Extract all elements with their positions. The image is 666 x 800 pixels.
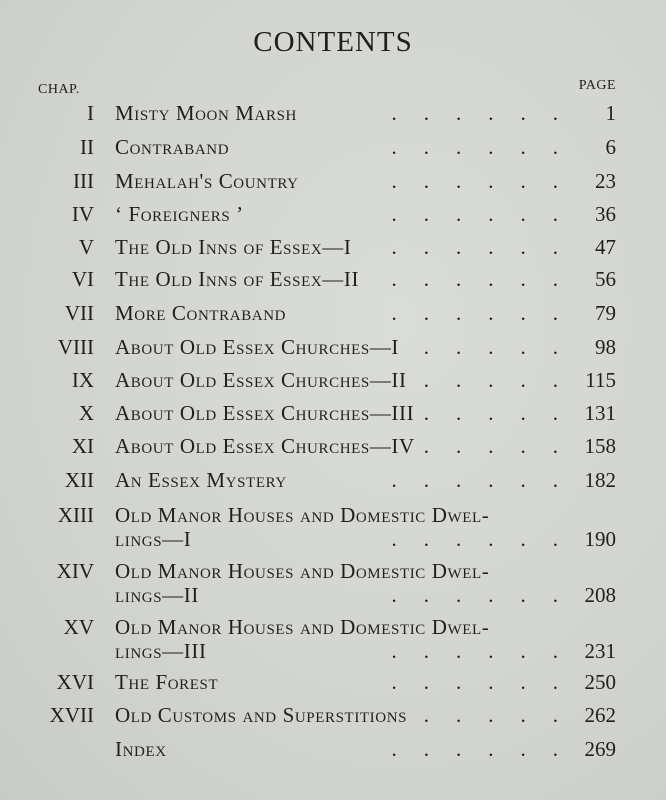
leader-dots: . . . . . — [423, 335, 558, 359]
page-number: 79 — [595, 301, 616, 325]
leader-dots: . . . . . — [423, 434, 558, 458]
chapter-title: The Old Inns of Essex—I — [115, 235, 352, 259]
chapter-title: Old Manor Houses and Domestic Dwel- — [115, 559, 490, 583]
chapter-title-continued: lings—III — [115, 639, 207, 663]
toc-entry — [0, 734, 666, 764]
toc-entry — [0, 667, 666, 697]
page-number: 47 — [595, 235, 616, 259]
toc-entry — [0, 298, 666, 328]
page-title: CONTENTS — [253, 26, 413, 58]
toc-entry — [0, 700, 666, 730]
chapter-number: V — [78, 235, 94, 259]
page-number: 115 — [585, 368, 616, 392]
chapter-number: XVII — [49, 703, 94, 727]
toc-entry — [0, 98, 666, 128]
chapter-title: Contraband — [115, 135, 230, 159]
page-number: 36 — [595, 202, 616, 226]
leader-dots: . . . . . — [423, 401, 558, 425]
page-number: 262 — [584, 703, 616, 727]
page-number: 131 — [584, 401, 616, 425]
page-number: 190 — [584, 527, 616, 551]
chapter-title: About Old Essex Churches—III — [115, 401, 415, 425]
toc-entry — [0, 132, 666, 162]
leader-dots: . . . . . . — [391, 101, 558, 125]
page-number: 269 — [584, 737, 616, 761]
page-number: 1 — [605, 101, 616, 125]
chapter-title: Old Manor Houses and Domestic Dwel- — [115, 615, 490, 639]
chapter-title-continued: lings—I — [115, 527, 192, 551]
chapter-title: The Forest — [115, 670, 219, 694]
leader-dots: . . . . . — [423, 703, 558, 727]
chapter-title: More Contraband — [115, 301, 287, 325]
chapter-title: An Essex Mystery — [115, 468, 287, 492]
leader-dots: . . . . . . — [391, 670, 558, 694]
toc-entry — [0, 166, 666, 196]
chapter-title-continued: lings—II — [115, 583, 199, 607]
leader-dots: . . . . . . — [391, 235, 558, 259]
chapter-number: VII — [64, 301, 94, 325]
page-column-label: PAGE — [578, 78, 616, 93]
page-number: 231 — [584, 639, 616, 663]
leader-dots: . . . . . . — [391, 169, 558, 193]
toc-entry — [0, 398, 666, 428]
chapter-number: III — [73, 169, 94, 193]
toc-entry — [0, 199, 666, 229]
chapter-number: I — [87, 101, 94, 125]
chapter-title: Misty Moon Marsh — [115, 101, 297, 125]
chapter-number: VIII — [57, 335, 94, 359]
chapter-title: Mehalah's Country — [115, 169, 299, 193]
page-number: 98 — [595, 335, 616, 359]
chapter-title: Old Customs and Superstitions — [115, 703, 408, 727]
leader-dots: . . . . . . — [391, 301, 558, 325]
leader-dots: . . . . . . — [391, 527, 558, 551]
chapter-number: XIII — [57, 503, 94, 527]
leader-dots: . . . . . . — [391, 468, 558, 492]
toc-entry — [0, 500, 666, 556]
leader-dots: . . . . . . — [391, 135, 558, 159]
chapter-number: VI — [71, 267, 94, 291]
chapter-title: The Old Inns of Essex—II — [115, 267, 360, 291]
toc-entry — [0, 556, 666, 612]
chapter-number: XII — [64, 468, 94, 492]
chapter-number: IX — [71, 368, 94, 392]
chapter-number: II — [80, 135, 94, 159]
chapter-number: X — [78, 401, 94, 425]
chapter-title: Index — [115, 737, 167, 761]
toc-entry — [0, 465, 666, 495]
chapter-column-label: CHAP. — [38, 82, 80, 97]
chapter-title: About Old Essex Churches—IV — [115, 434, 415, 458]
leader-dots: . . . . . — [423, 368, 558, 392]
toc-entry — [0, 264, 666, 294]
chapter-number: XVI — [56, 670, 94, 694]
chapter-title: About Old Essex Churches—I — [115, 335, 400, 359]
page-number: 208 — [584, 583, 616, 607]
page-number: 56 — [595, 267, 616, 291]
toc-entry — [0, 332, 666, 362]
toc-entry — [0, 232, 666, 262]
page-number: 250 — [584, 670, 616, 694]
leader-dots: . . . . . . — [391, 737, 558, 761]
leader-dots: . . . . . . — [391, 267, 558, 291]
page-number: 158 — [584, 434, 616, 458]
leader-dots: . . . . . . — [391, 583, 558, 607]
leader-dots: . . . . . . — [391, 202, 558, 226]
chapter-number: XV — [63, 615, 94, 639]
chapter-number: XIV — [56, 559, 94, 583]
page-number: 182 — [584, 468, 616, 492]
toc-entry — [0, 365, 666, 395]
chapter-title: ‘ Foreigners ’ — [115, 202, 244, 226]
leader-dots: . . . . . . — [391, 639, 558, 663]
page-number: 6 — [605, 135, 616, 159]
page-number: 23 — [595, 169, 616, 193]
toc-entry — [0, 612, 666, 668]
chapter-title: Old Manor Houses and Domestic Dwel- — [115, 503, 490, 527]
toc-entry — [0, 431, 666, 461]
chapter-number: IV — [71, 202, 94, 226]
chapter-number: XI — [71, 434, 94, 458]
chapter-title: About Old Essex Churches—II — [115, 368, 407, 392]
